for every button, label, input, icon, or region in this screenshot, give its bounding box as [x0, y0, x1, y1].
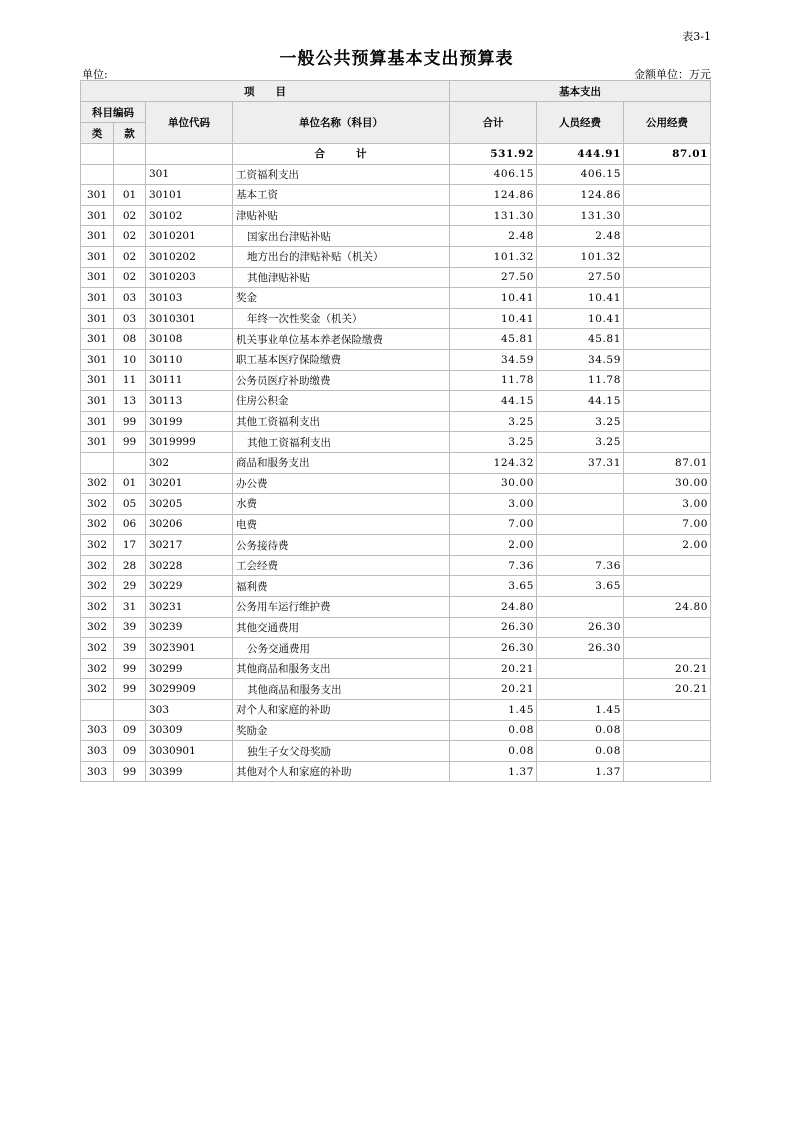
- cell-unit-name: 公务员医疗补助缴费: [233, 370, 450, 391]
- cell-class: 301: [81, 205, 114, 226]
- cell-section: 99: [114, 658, 146, 679]
- cell-class: 302: [81, 617, 114, 638]
- cell-unit-code: 30299: [146, 658, 233, 679]
- cell-total: 7.36: [450, 555, 537, 576]
- cell-unit-name: 福利费: [233, 576, 450, 597]
- cell-total: 124.32: [450, 452, 537, 473]
- cell-section: 99: [114, 432, 146, 453]
- cell-personnel: 2.48: [537, 226, 624, 247]
- cell-public: 2.00: [624, 535, 711, 556]
- cell-unit-name: 奖金: [233, 288, 450, 309]
- table-row: [81, 638, 711, 659]
- total-code-cell: [146, 144, 233, 165]
- table-row: [81, 226, 711, 247]
- table-row: [81, 391, 711, 412]
- cell-public: [624, 741, 711, 762]
- table-row: [81, 473, 711, 494]
- cell-personnel: 26.30: [537, 617, 624, 638]
- cell-public: [624, 761, 711, 782]
- table-row: [81, 452, 711, 473]
- cell-section: 99: [114, 761, 146, 782]
- cell-class: 301: [81, 411, 114, 432]
- cell-personnel: 131.30: [537, 205, 624, 226]
- cell-class: 302: [81, 638, 114, 659]
- cell-section: 39: [114, 617, 146, 638]
- cell-unit-name: 地方出台的津贴补贴（机关）: [233, 246, 450, 267]
- cell-public: [624, 391, 711, 412]
- cell-public: [624, 288, 711, 309]
- cell-total: 1.37: [450, 761, 537, 782]
- cell-total: 1.45: [450, 700, 537, 721]
- cell-unit-code: 302: [146, 452, 233, 473]
- cell-personnel: 45.81: [537, 329, 624, 350]
- cell-personnel: 37.31: [537, 452, 624, 473]
- cell-unit-code: 30102: [146, 205, 233, 226]
- cell-class: 303: [81, 741, 114, 762]
- cell-unit-code: 30309: [146, 720, 233, 741]
- cell-unit-code: 30199: [146, 411, 233, 432]
- cell-public: [624, 617, 711, 638]
- cell-class: 302: [81, 514, 114, 535]
- cell-unit-code: 3010301: [146, 308, 233, 329]
- cell-section: 02: [114, 246, 146, 267]
- cell-unit-name: 工会经费: [233, 555, 450, 576]
- total-class-cell: [81, 144, 114, 165]
- cell-public: [624, 432, 711, 453]
- cell-total: 124.86: [450, 185, 537, 206]
- table-row: [81, 535, 711, 556]
- cell-section: 02: [114, 205, 146, 226]
- cell-personnel: 11.78: [537, 370, 624, 391]
- cell-class: 302: [81, 597, 114, 618]
- cell-class: 301: [81, 370, 114, 391]
- cell-unit-code: 3030901: [146, 741, 233, 762]
- cell-unit-name: 办公费: [233, 473, 450, 494]
- cell-public: [624, 226, 711, 247]
- cell-section: 99: [114, 679, 146, 700]
- cell-total: 24.80: [450, 597, 537, 618]
- cell-section: [114, 164, 146, 185]
- cell-unit-code: 30228: [146, 555, 233, 576]
- cell-personnel: 10.41: [537, 308, 624, 329]
- cell-personnel: 1.45: [537, 700, 624, 721]
- cell-section: 11: [114, 370, 146, 391]
- cell-class: 301: [81, 185, 114, 206]
- cell-section: 03: [114, 288, 146, 309]
- cell-section: [114, 452, 146, 473]
- cell-public: [624, 246, 711, 267]
- table-row: [81, 164, 711, 185]
- cell-class: 302: [81, 679, 114, 700]
- table-row: [81, 246, 711, 267]
- cell-personnel: 3.65: [537, 576, 624, 597]
- cell-total: 406.15: [450, 164, 537, 185]
- cell-section: 06: [114, 514, 146, 535]
- cell-section: 01: [114, 185, 146, 206]
- amount-unit-label: 金额单位：万元: [634, 68, 711, 81]
- cell-unit-name: 其他交通费用: [233, 617, 450, 638]
- cell-unit-name: 公务接待费: [233, 535, 450, 556]
- total-personnel: 444.91: [537, 144, 624, 165]
- cell-personnel: [537, 514, 624, 535]
- cell-unit-name: 其他商品和服务支出: [233, 658, 450, 679]
- cell-class: 301: [81, 432, 114, 453]
- total-row: [81, 144, 711, 165]
- page-title: 一般公共预算基本支出预算表: [279, 49, 514, 69]
- table-row: [81, 576, 711, 597]
- table-row: [81, 720, 711, 741]
- cell-public: 30.00: [624, 473, 711, 494]
- cell-public: 20.21: [624, 658, 711, 679]
- cell-total: 3.00: [450, 494, 537, 515]
- total-label-right: 计: [356, 148, 368, 161]
- cell-total: 3.25: [450, 432, 537, 453]
- cell-unit-code: 30239: [146, 617, 233, 638]
- table-body: [81, 144, 711, 782]
- header-unit-code: 单位代码: [146, 102, 233, 144]
- table-row: [81, 597, 711, 618]
- table-row: [81, 432, 711, 453]
- cell-public: [624, 267, 711, 288]
- table-row: [81, 185, 711, 206]
- cell-section: 02: [114, 226, 146, 247]
- table-row: [81, 555, 711, 576]
- total-amount: 531.92: [450, 144, 537, 165]
- cell-class: 302: [81, 555, 114, 576]
- budget-table: [80, 80, 711, 782]
- cell-personnel: 7.36: [537, 555, 624, 576]
- cell-section: 05: [114, 494, 146, 515]
- cell-personnel: 406.15: [537, 164, 624, 185]
- total-label: [233, 144, 450, 165]
- total-public: 87.01: [624, 144, 711, 165]
- cell-section: 03: [114, 308, 146, 329]
- cell-personnel: 101.32: [537, 246, 624, 267]
- cell-public: 3.00: [624, 494, 711, 515]
- cell-unit-code: 30111: [146, 370, 233, 391]
- table-row: [81, 679, 711, 700]
- cell-unit-code: 30108: [146, 329, 233, 350]
- cell-public: 87.01: [624, 452, 711, 473]
- cell-unit-name: 国家出台津贴补贴: [233, 226, 450, 247]
- cell-unit-name: 住房公积金: [233, 391, 450, 412]
- cell-total: 2.48: [450, 226, 537, 247]
- table-header: [81, 81, 711, 144]
- cell-public: 20.21: [624, 679, 711, 700]
- cell-section: 99: [114, 411, 146, 432]
- cell-total: 26.30: [450, 617, 537, 638]
- cell-class: [81, 452, 114, 473]
- cell-unit-code: 3010203: [146, 267, 233, 288]
- cell-total: 101.32: [450, 246, 537, 267]
- cell-class: 301: [81, 308, 114, 329]
- cell-personnel: 124.86: [537, 185, 624, 206]
- cell-class: 303: [81, 761, 114, 782]
- cell-section: 10: [114, 349, 146, 370]
- cell-public: 7.00: [624, 514, 711, 535]
- cell-unit-code: 30231: [146, 597, 233, 618]
- cell-public: [624, 164, 711, 185]
- table-row: [81, 741, 711, 762]
- table-number: 表3-1: [682, 30, 711, 43]
- cell-unit-name: 其他工资福利支出: [233, 411, 450, 432]
- cell-class: 302: [81, 658, 114, 679]
- cell-section: 28: [114, 555, 146, 576]
- table-row: [81, 308, 711, 329]
- cell-total: 2.00: [450, 535, 537, 556]
- cell-unit-name: 职工基本医疗保险缴费: [233, 349, 450, 370]
- cell-unit-name: 津贴补贴: [233, 205, 450, 226]
- cell-section: 31: [114, 597, 146, 618]
- table-row: [81, 411, 711, 432]
- cell-public: [624, 576, 711, 597]
- cell-class: [81, 164, 114, 185]
- cell-unit-code: 30113: [146, 391, 233, 412]
- cell-personnel: [537, 679, 624, 700]
- cell-section: 01: [114, 473, 146, 494]
- cell-unit-name: 工资福利支出: [233, 164, 450, 185]
- table-row: [81, 370, 711, 391]
- cell-section: 08: [114, 329, 146, 350]
- cell-unit-name: 奖励金: [233, 720, 450, 741]
- cell-section: 39: [114, 638, 146, 659]
- cell-unit-name: 公务用车运行维护费: [233, 597, 450, 618]
- cell-class: 301: [81, 267, 114, 288]
- cell-personnel: [537, 658, 624, 679]
- table-row: [81, 494, 711, 515]
- table-row: [81, 349, 711, 370]
- cell-total: 30.00: [450, 473, 537, 494]
- cell-section: 29: [114, 576, 146, 597]
- header-public: 公用经费: [624, 102, 711, 144]
- total-label-left: 合: [314, 148, 326, 161]
- cell-total: 34.59: [450, 349, 537, 370]
- cell-public: [624, 349, 711, 370]
- cell-public: [624, 308, 711, 329]
- cell-unit-name: 基本工资: [233, 185, 450, 206]
- cell-total: 131.30: [450, 205, 537, 226]
- table-row: [81, 329, 711, 350]
- cell-unit-code: 30399: [146, 761, 233, 782]
- cell-personnel: 3.25: [537, 432, 624, 453]
- cell-unit-name: 电费: [233, 514, 450, 535]
- table-row: [81, 288, 711, 309]
- cell-unit-code: 3029909: [146, 679, 233, 700]
- cell-unit-code: 30205: [146, 494, 233, 515]
- table-row: [81, 658, 711, 679]
- cell-total: 10.41: [450, 308, 537, 329]
- cell-section: [114, 700, 146, 721]
- cell-total: 0.08: [450, 741, 537, 762]
- cell-unit-code: 301: [146, 164, 233, 185]
- cell-section: 02: [114, 267, 146, 288]
- cell-public: [624, 205, 711, 226]
- cell-unit-code: 30201: [146, 473, 233, 494]
- cell-unit-name: 公务交通费用: [233, 638, 450, 659]
- table-row: [81, 205, 711, 226]
- cell-unit-code: 30110: [146, 349, 233, 370]
- cell-class: 301: [81, 226, 114, 247]
- cell-unit-name: 年终一次性奖金（机关）: [233, 308, 450, 329]
- cell-personnel: [537, 535, 624, 556]
- cell-unit-code: 3010201: [146, 226, 233, 247]
- header-subject-code: 科目编码: [81, 102, 146, 123]
- cell-public: [624, 329, 711, 350]
- unit-label: 单位:: [82, 68, 108, 81]
- header-personnel: 人员经费: [537, 102, 624, 144]
- cell-total: 20.21: [450, 658, 537, 679]
- cell-total: 45.81: [450, 329, 537, 350]
- cell-public: [624, 638, 711, 659]
- total-section-cell: [114, 144, 146, 165]
- table-row: [81, 761, 711, 782]
- header-total: 合计: [450, 102, 537, 144]
- cell-section: 17: [114, 535, 146, 556]
- cell-class: 302: [81, 576, 114, 597]
- cell-personnel: [537, 473, 624, 494]
- cell-class: [81, 700, 114, 721]
- cell-unit-name: 商品和服务支出: [233, 452, 450, 473]
- cell-class: 302: [81, 494, 114, 515]
- cell-unit-code: 3010202: [146, 246, 233, 267]
- cell-personnel: [537, 494, 624, 515]
- table-row: [81, 514, 711, 535]
- header-section: 款: [114, 123, 146, 144]
- cell-total: 3.65: [450, 576, 537, 597]
- cell-class: 301: [81, 349, 114, 370]
- cell-unit-name: 其他对个人和家庭的补助: [233, 761, 450, 782]
- cell-personnel: [537, 597, 624, 618]
- cell-unit-code: 30103: [146, 288, 233, 309]
- header-project: 项 目: [81, 81, 450, 102]
- cell-total: 11.78: [450, 370, 537, 391]
- cell-unit-name: 机关事业单位基本养老保险缴费: [233, 329, 450, 350]
- cell-class: 301: [81, 246, 114, 267]
- cell-unit-code: 303: [146, 700, 233, 721]
- cell-unit-name: 水费: [233, 494, 450, 515]
- cell-unit-code: 30217: [146, 535, 233, 556]
- cell-unit-name: 其他津贴补贴: [233, 267, 450, 288]
- cell-class: 303: [81, 720, 114, 741]
- table-row: [81, 617, 711, 638]
- cell-unit-code: 30206: [146, 514, 233, 535]
- cell-public: [624, 720, 711, 741]
- cell-total: 44.15: [450, 391, 537, 412]
- cell-total: 27.50: [450, 267, 537, 288]
- cell-public: [624, 370, 711, 391]
- table-row: [81, 700, 711, 721]
- cell-personnel: 0.08: [537, 741, 624, 762]
- cell-total: 26.30: [450, 638, 537, 659]
- cell-public: [624, 411, 711, 432]
- cell-public: [624, 700, 711, 721]
- cell-personnel: 1.37: [537, 761, 624, 782]
- cell-class: 301: [81, 329, 114, 350]
- cell-personnel: 27.50: [537, 267, 624, 288]
- cell-personnel: 10.41: [537, 288, 624, 309]
- cell-class: 301: [81, 391, 114, 412]
- cell-total: 20.21: [450, 679, 537, 700]
- cell-class: 302: [81, 473, 114, 494]
- cell-section: 09: [114, 741, 146, 762]
- cell-personnel: 3.25: [537, 411, 624, 432]
- cell-class: 301: [81, 288, 114, 309]
- cell-unit-name: 其他商品和服务支出: [233, 679, 450, 700]
- header-basic-expense: 基本支出: [450, 81, 711, 102]
- cell-unit-code: 3019999: [146, 432, 233, 453]
- cell-total: 7.00: [450, 514, 537, 535]
- cell-unit-name: 其他工资福利支出: [233, 432, 450, 453]
- cell-personnel: 0.08: [537, 720, 624, 741]
- cell-public: [624, 555, 711, 576]
- cell-unit-code: 30229: [146, 576, 233, 597]
- cell-unit-name: 独生子女父母奖励: [233, 741, 450, 762]
- cell-public: [624, 185, 711, 206]
- cell-class: 302: [81, 535, 114, 556]
- table-row: [81, 267, 711, 288]
- cell-unit-code: 3023901: [146, 638, 233, 659]
- cell-unit-name: 对个人和家庭的补助: [233, 700, 450, 721]
- cell-total: 3.25: [450, 411, 537, 432]
- cell-public: 24.80: [624, 597, 711, 618]
- cell-personnel: 26.30: [537, 638, 624, 659]
- cell-personnel: 34.59: [537, 349, 624, 370]
- cell-total: 0.08: [450, 720, 537, 741]
- cell-total: 10.41: [450, 288, 537, 309]
- cell-personnel: 44.15: [537, 391, 624, 412]
- header-unit-name: 单位名称（科目）: [233, 102, 450, 144]
- cell-unit-code: 30101: [146, 185, 233, 206]
- cell-section: 13: [114, 391, 146, 412]
- cell-section: 09: [114, 720, 146, 741]
- header-class: 类: [81, 123, 114, 144]
